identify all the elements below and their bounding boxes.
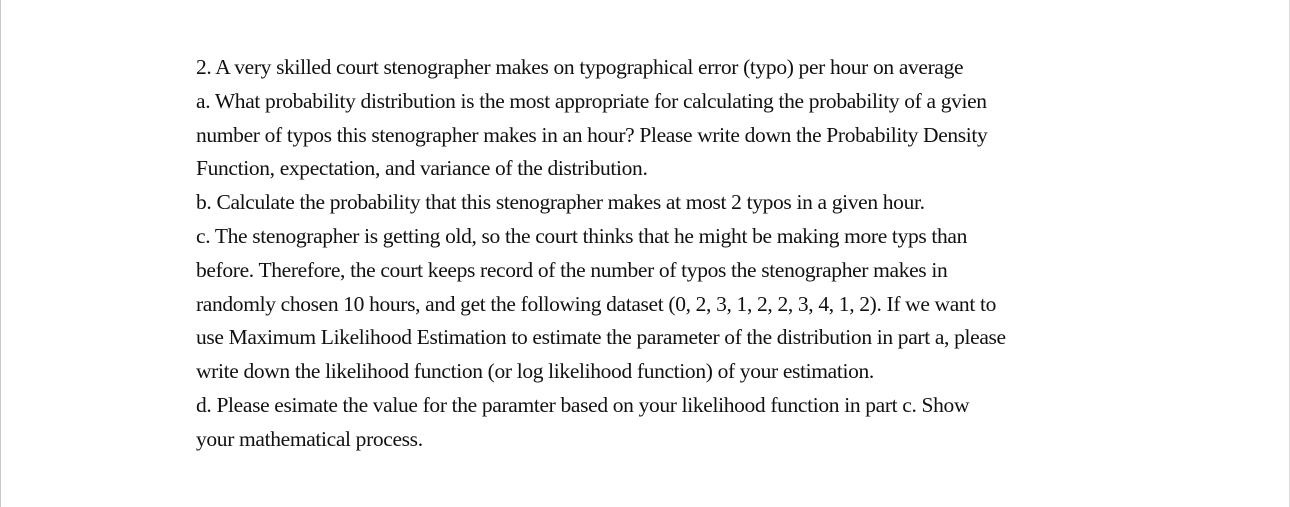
problem-text-block — [196, 51, 1156, 457]
part-c-line-1: c. The stenographer is getting old, so the court thinks that he might be making more typs than — [196, 223, 968, 248]
page-border-left — [0, 0, 1, 507]
part-c-line-5: write down the likelihood function (or log likelihood function) of your estimation. — [196, 359, 874, 384]
part-b-line-1: b. Calculate the probability that this stenographer makes at most 2 typos in a given hour. — [196, 190, 925, 215]
part-d-line-1: d. Please esimate the value for the paramter based on your likelihood function in part c. Show — [196, 392, 970, 417]
part-a-line-3: Function, expectation, and variance of the distribution. — [196, 156, 648, 181]
part-d-line-2: your mathematical process. — [196, 426, 423, 451]
part-a-line-2: number of typos this stenographer makes in an hour? Please write down the Probability Density — [196, 122, 988, 147]
part-c-line-4: use Maximum Likelihood Estimation to estimate the parameter of the distribution in part a, please — [196, 325, 1006, 350]
part-a-line-1: a. What probability distribution is the most appropriate for calculating the probability of a gvien — [196, 88, 987, 113]
part-c-line-3: randomly chosen 10 hours, and get the following dataset (0, 2, 3, 1, 2, 2, 3, 4, 1, 2). If we want to — [196, 291, 997, 316]
part-c-line-2: before. Therefore, the court keeps record of the number of typos the stenographer makes in — [196, 257, 948, 282]
problem-statement-line: 2. A very skilled court stenographer makes on typographical error (typo) per hour on average — [196, 55, 964, 79]
